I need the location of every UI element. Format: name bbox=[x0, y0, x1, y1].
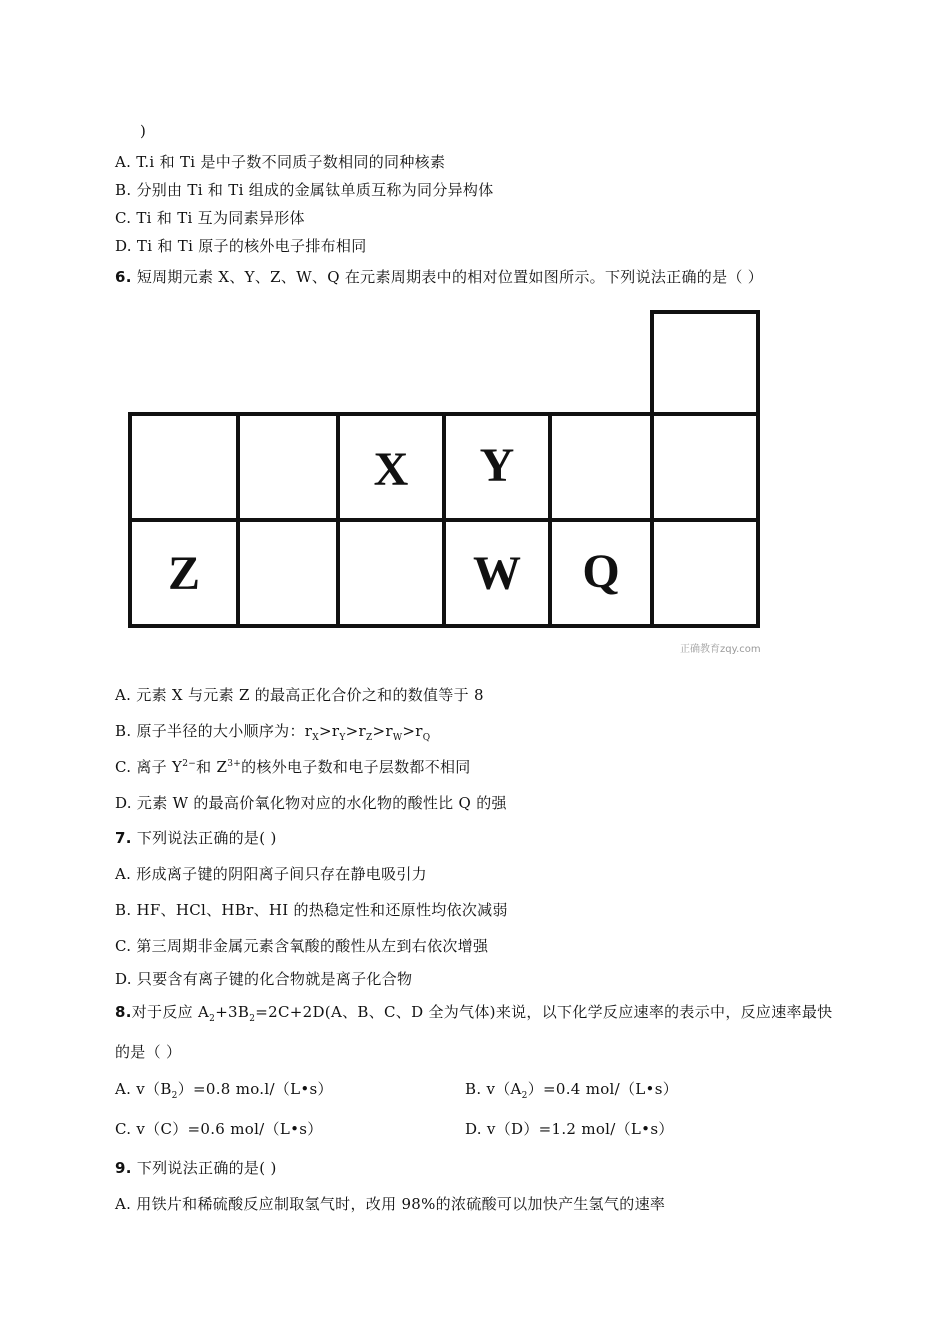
charge-y: 2− bbox=[182, 759, 197, 769]
pt-symbol-z: Z bbox=[167, 547, 200, 600]
q8-stem-post: =2C+2D(A、B、C、D 全为气体)来说，以下化学反应速率的表示中，反应速率最快 bbox=[255, 1003, 833, 1021]
q5-closing-paren: ) bbox=[140, 122, 147, 140]
q9-number: 9. bbox=[115, 1159, 132, 1177]
pt-cell bbox=[650, 518, 760, 628]
gt: > bbox=[372, 722, 386, 740]
pt-cell bbox=[236, 518, 340, 628]
r-symbol: r bbox=[358, 722, 366, 740]
q8-option-b bbox=[465, 1078, 678, 1101]
pt-cell-x bbox=[336, 412, 446, 522]
q8-option-a-pre: A. v（B bbox=[115, 1080, 172, 1098]
q7-stem-text: 下列说法正确的是( ) bbox=[131, 829, 277, 847]
q9-option-a: A. 用铁片和稀硫酸反应制取氢气时，改用 98%的浓硫酸可以加快产生氢气的速率 bbox=[115, 1195, 666, 1213]
sub-w: W bbox=[392, 733, 403, 743]
pt-symbol-y: Y bbox=[479, 439, 515, 492]
q5-option-b: B. 分别由 Ti 和 Ti 组成的金属钛单质互称为同分异构体 bbox=[115, 181, 494, 199]
q5-option-c: C. Ti 和 Ti 互为同素异形体 bbox=[115, 209, 305, 227]
q8-option-a-post: ）=0.8 mo.l/（L•s） bbox=[177, 1080, 333, 1098]
pt-cell bbox=[548, 412, 654, 522]
q7-option-c: C. 第三周期非金属元素含氧酸的酸性从左到右依次增强 bbox=[115, 937, 489, 955]
q9-stem-text: 下列说法正确的是( ) bbox=[131, 1159, 277, 1177]
pt-cell-w bbox=[442, 518, 552, 628]
pt-cell-z bbox=[128, 518, 240, 628]
charge-z: 3+ bbox=[227, 759, 242, 769]
q7-stem bbox=[115, 827, 277, 848]
q7-option-d: D. 只要含有离子键的化合物就是离子化合物 bbox=[115, 970, 413, 988]
sub-2: 2 bbox=[521, 1091, 528, 1101]
pt-symbol-x: X bbox=[373, 443, 409, 496]
q6-option-c-mid: 和 Z bbox=[196, 758, 228, 776]
sub-2: 2 bbox=[171, 1091, 178, 1101]
q8-option-c: C. v（C）=0.6 mol/（L•s） bbox=[115, 1120, 323, 1138]
q7-option-a: A. 形成离子键的阴阳离子间只存在静电吸引力 bbox=[115, 865, 427, 883]
q6-option-a: A. 元素 X 与元素 Z 的最高正化合价之和的数值等于 8 bbox=[115, 686, 484, 704]
pt-cell-y bbox=[442, 412, 552, 522]
q6-option-c-post: 的核外电子数和电子层数都不相同 bbox=[241, 758, 471, 776]
q8-stem-mid: +3B bbox=[215, 1003, 250, 1021]
q8-stem-line2: 的是（ ） bbox=[115, 1043, 182, 1061]
q8-stem-pre: 对于反应 A bbox=[131, 1003, 210, 1021]
pt-cell bbox=[128, 412, 240, 522]
sub-y: Y bbox=[339, 733, 346, 743]
r-symbol: r bbox=[331, 722, 340, 740]
q6-option-b bbox=[115, 720, 430, 743]
q8-option-a bbox=[115, 1078, 333, 1101]
pt-symbol-q: Q bbox=[582, 545, 620, 598]
gt: > bbox=[402, 722, 416, 740]
q6-option-c bbox=[115, 756, 471, 777]
sub-x: X bbox=[312, 733, 319, 743]
q6-stem-text: 短周期元素 X、Y、Z、W、Q 在元素周期表中的相对位置如图所示。下列说法正确的是（ ） bbox=[136, 268, 764, 286]
q6-option-b-text: B. 原子半径的大小顺序为： bbox=[115, 722, 305, 740]
sub-2: 2 bbox=[209, 1014, 216, 1024]
q6-option-d: D. 元素 W 的最高价氧化物对应的水化物的酸性比 Q 的强 bbox=[115, 794, 507, 812]
sub-q: Q bbox=[422, 733, 431, 743]
pt-cell bbox=[236, 412, 340, 522]
q6-stem bbox=[115, 266, 763, 287]
q8-option-d: D. v（D）=1.2 mol/（L•s） bbox=[465, 1120, 674, 1138]
q8-number: 8. bbox=[115, 1003, 132, 1021]
q6-option-c-pre: C. 离子 Y bbox=[115, 758, 183, 776]
gt: > bbox=[345, 722, 359, 740]
r-symbol: r bbox=[304, 722, 313, 740]
sub-2: 2 bbox=[249, 1014, 256, 1024]
gt: > bbox=[318, 722, 332, 740]
q7-number: 7. bbox=[115, 829, 132, 847]
pt-cell-q bbox=[548, 518, 654, 628]
r-symbol: r bbox=[415, 722, 423, 740]
q7-option-b: B. HF、HCl、HBr、HI 的热稳定性和还原性均依次减弱 bbox=[115, 901, 508, 919]
q5-option-a: A. T.i 和 Ti 是中子数不同质子数相同的同种核素 bbox=[115, 153, 446, 171]
r-symbol: r bbox=[385, 722, 393, 740]
q5-option-d: D. Ti 和 Ti 原子的核外电子排布相同 bbox=[115, 237, 367, 255]
q9-stem bbox=[115, 1157, 277, 1178]
pt-symbol-w: W bbox=[473, 547, 521, 600]
watermark: 正确教育zqy.com bbox=[680, 644, 761, 655]
q8-option-b-pre: B. v（A bbox=[465, 1080, 522, 1098]
pt-cell-top bbox=[650, 310, 760, 416]
sub-z: Z bbox=[365, 733, 373, 743]
pt-cell bbox=[336, 518, 446, 628]
pt-cell bbox=[650, 412, 760, 522]
q6-number: 6. bbox=[115, 268, 132, 286]
q8-option-b-post: ）=0.4 mol/（L•s） bbox=[527, 1080, 679, 1098]
q8-stem-line1 bbox=[115, 1001, 832, 1024]
